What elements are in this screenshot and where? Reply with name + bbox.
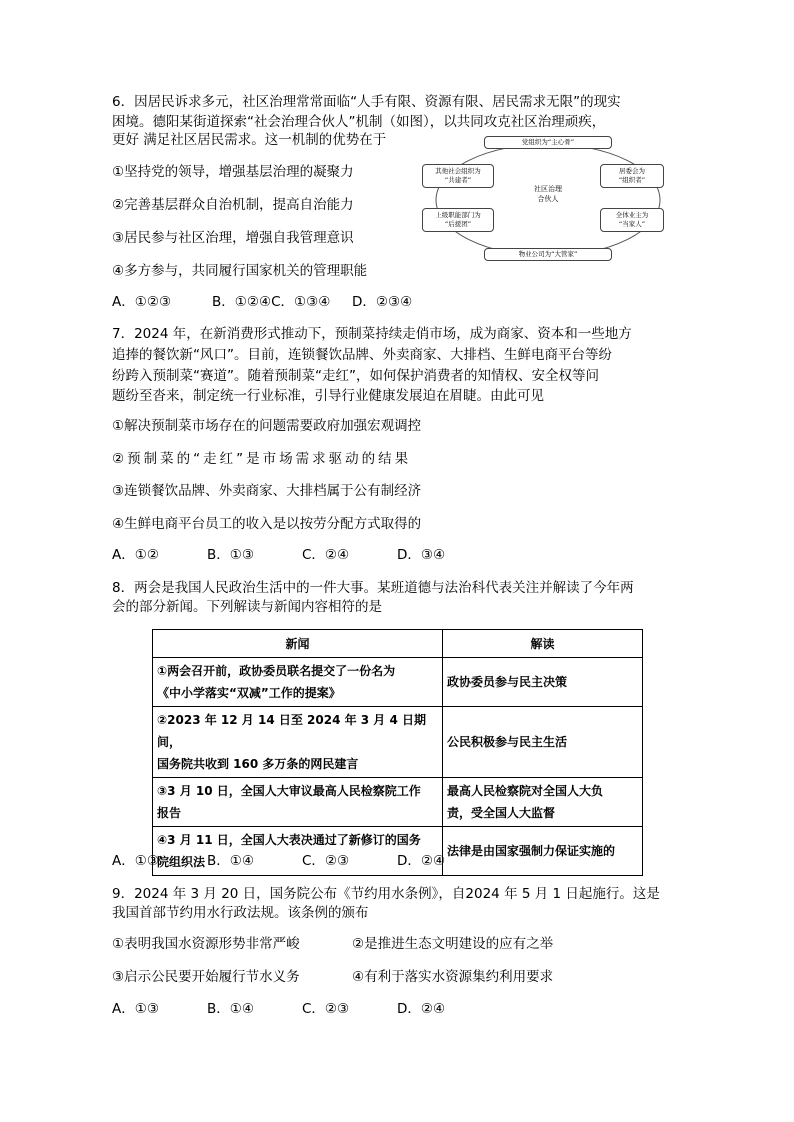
table-cell-news — [153, 658, 443, 707]
q8-options — [112, 851, 445, 871]
q6-item-1: ①坚持党的领导，增强基层治理的凝聚力 — [112, 164, 354, 180]
q9-stem-line-2: 我国首部节约用水行政法规。该条例的颁布 — [112, 905, 369, 921]
cell-line: ②2023 年 12 月 14 日至 2024 年 3 月 4 日期间， — [157, 713, 427, 749]
q6-item-3: ③居民参与社区治理，增强自我管理意识 — [112, 230, 354, 246]
q6-option-a: A．①②③ — [112, 294, 172, 310]
q7-option-c: C．②④ — [302, 547, 350, 563]
q9-stem-line-1: 9．2024 年 3 月 20 日，国务院公布《节约用水条例》，自2024 年 5 月 1 日起施行。这是 — [112, 886, 660, 902]
cell-line: 责，受全国人大监督 — [447, 806, 556, 820]
q9-item-2: ②是推进生态文明建设的应有之举 — [352, 936, 554, 952]
q6-option-d: D．②③④ — [352, 294, 413, 310]
q7-option-b: B．①③ — [207, 547, 254, 563]
q8-stem-line-2: 会的部分新闻。下列解读与新闻内容相符的是 — [112, 599, 382, 615]
diagram-center-label: 社区治理 合伙人 — [534, 185, 562, 203]
cell-line: 《中小学落实“双减”工作的提案》 — [157, 686, 341, 700]
q7-item-4: ④生鲜电商平台员工的收入是以按劳分配方式取得的 — [112, 516, 422, 532]
q7-item-3: ③连锁餐饮品牌、外卖商家、大排档属于公有制经济 — [112, 483, 422, 499]
cell-line: 国务院共收到 160 多万条的网民建言 — [157, 757, 359, 771]
q8-option-d: D．②④ — [397, 853, 446, 869]
q9-option-c: C．②③ — [302, 1001, 350, 1017]
q7-stem-line-1: 7．2024 年，在新消费形式推动下，预制菜持续走俏市场，成为商家、资本和一些地方 — [112, 326, 632, 342]
q9-item-4: ④有利于落实水资源集约利用要求 — [352, 969, 554, 985]
q6-stem-line-3: 更好 满足社区居民需求。这一机制的优势在于 — [112, 132, 387, 148]
cell-line: ④3 月 11 日，全国人大表决通过了新修订的国务 — [157, 833, 421, 847]
q9-option-a: A．①③ — [112, 1001, 159, 1017]
q7-option-d: D．③④ — [397, 547, 446, 563]
table-cell-news — [153, 778, 443, 827]
cell-line: 院组织法 — [157, 855, 206, 869]
q6-stem-line-2: 困境。德阳某街道探索“社会治理合伙人”机制（如图），以共同攻克社区治理顽疾， — [112, 114, 606, 130]
q6-item-4: ④多方参与，共同履行国家机关的管理职能 — [112, 263, 368, 279]
q9-options — [112, 999, 445, 1019]
q9-item-1: ①表明我国水资源形势非常严峻 — [112, 936, 300, 952]
q8-option-b: B．①④ — [207, 853, 254, 869]
q6-stem-line-1: 6．因居民诉求多元，社区治理常常面临“人手有限、资源有限、居民需求无限”的现实 — [112, 94, 621, 110]
q9-option-d: D．②④ — [397, 1001, 446, 1017]
table-row — [153, 778, 643, 827]
cell-line: 法律是由国家强制力保证实施的 — [447, 844, 616, 858]
table-row — [153, 707, 643, 778]
cell-line: 最高人民检察院对全国人大负 — [447, 784, 604, 798]
q8-option-a: A．①③ — [112, 853, 159, 869]
diagram-node-property: 物业公司为“大管家” — [484, 248, 612, 261]
table-cell-interpretation — [443, 827, 643, 876]
table-cell-news — [153, 707, 443, 778]
q6-item-2: ②完善基层群众自治机制，提高自治能力 — [112, 197, 354, 213]
diagram-node-residents-committee: 居委会为 “组织者” — [600, 164, 664, 188]
q9-item-3: ③启示公民要开始履行节水义务 — [112, 969, 300, 985]
q7-options — [112, 545, 445, 565]
table-header-interpretation: 解读 — [443, 630, 643, 658]
q8-stem-line-1: 8．两会是我国人民政治生活中的一件大事。某班道德与法治科代表关注并解读了今年两 — [112, 580, 634, 596]
table-cell-interpretation — [443, 658, 643, 707]
q6-option-bc: B．①②④C．①③④ — [212, 294, 331, 310]
partner-mechanism-diagram — [420, 136, 676, 264]
q6-options — [112, 292, 412, 312]
q7-option-a: A．①② — [112, 547, 159, 563]
q7-item-2: ②预制菜的“走红”是市场需求驱动的结果 — [112, 451, 412, 467]
diagram-node-social-orgs: 其他社会组织为 “共建者” — [422, 164, 494, 188]
diagram-node-owners: 全体业主为 “当家人” — [600, 208, 664, 232]
cell-line: ①两会召开前，政协委员联名提交了一份名为 — [157, 664, 396, 678]
diagram-node-party: 党组织为“主心骨” — [484, 136, 612, 149]
table-header-news: 新闻 — [153, 630, 443, 658]
news-interpretation-table — [152, 629, 643, 876]
cell-line: 公民积极参与民主生活 — [447, 735, 568, 749]
q7-stem-line-4: 题纷至沓来，制定统一行业标准，引导行业健康发展迫在眉睫。由此可见 — [112, 388, 544, 404]
q8-option-c: C．②③ — [302, 853, 350, 869]
q7-item-1: ①解决预制菜市场存在的问题需要政府加强宏观调控 — [112, 418, 422, 434]
q7-stem-line-3: 纷跨入预制菜“赛道”。随着预制菜“走红”，如何保护消费者的知情权、安全权等问 — [112, 368, 599, 384]
table-cell-interpretation — [443, 707, 643, 778]
q7-stem-line-2: 追捧的餐饮新“风口”。目前，连锁餐饮品牌、外卖商家、大排档、生鲜电商平台等纷 — [112, 347, 612, 363]
table-header-row — [153, 630, 643, 658]
table-row — [153, 658, 643, 707]
q9-option-b: B．①④ — [207, 1001, 254, 1017]
cell-line: 政协委员参与民主决策 — [447, 675, 568, 689]
cell-line: ③3 月 10 日，全国人大审议最高人民检察院工作 — [157, 784, 421, 798]
table-cell-interpretation — [443, 778, 643, 827]
diagram-node-upper-depts: 上级职能部门为 “后援团” — [422, 208, 494, 232]
cell-line: 报告 — [157, 806, 182, 820]
